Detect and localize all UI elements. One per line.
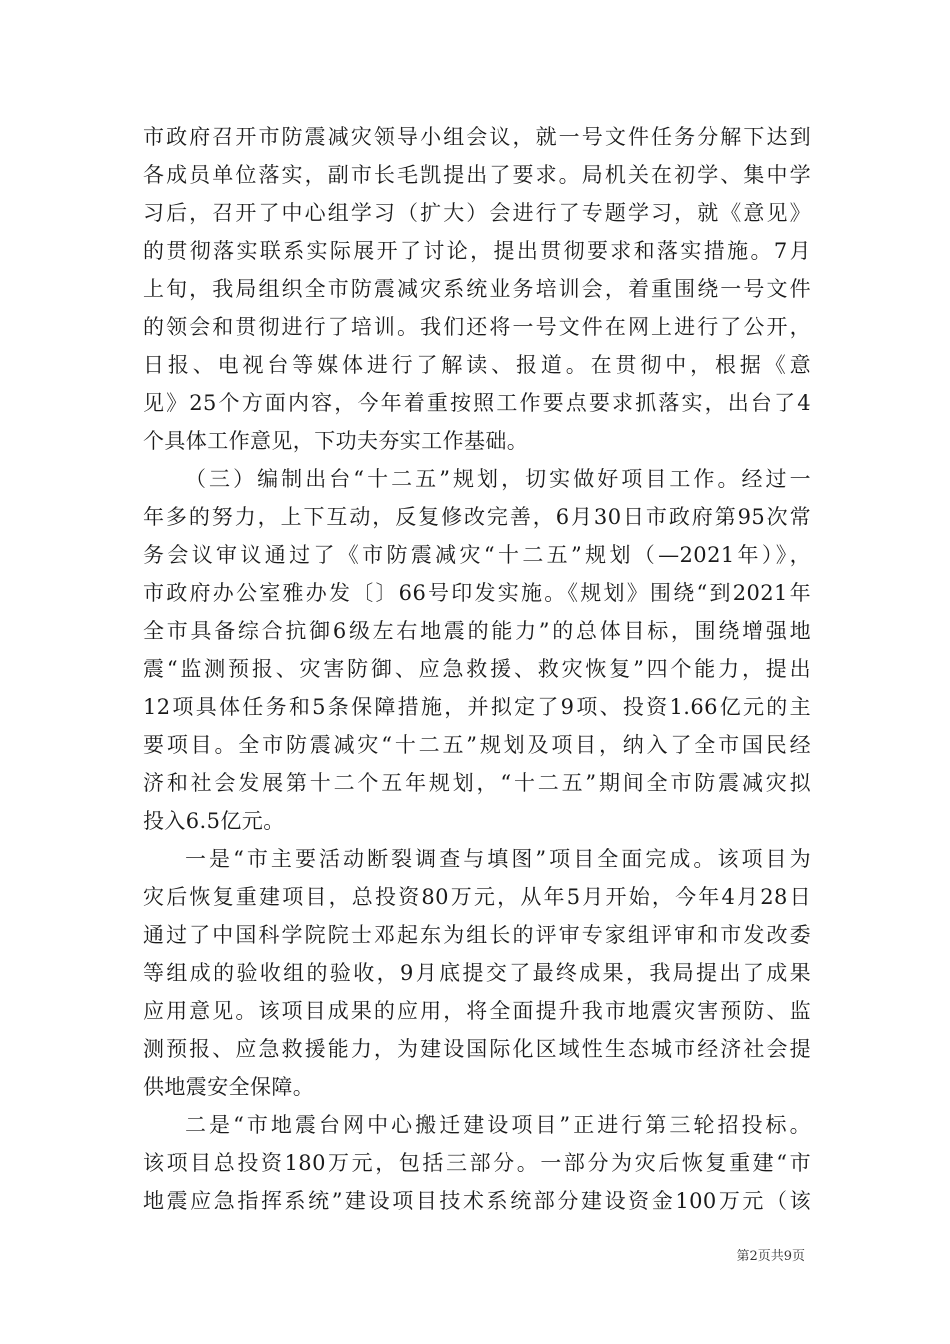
text-line: 的贯彻落实联系实际展开了讨论，提出贯彻要求和落实措施。7月 xyxy=(143,239,811,263)
text-line: 的领会和贯彻进行了培训。我们还将一号文件在网上进行了公开， xyxy=(143,315,811,339)
text-line: 市政府召开市防震减灾领导小组会议，就一号文件任务分解下达到 xyxy=(143,125,811,149)
body-text xyxy=(143,118,811,1220)
text-line: 上旬，我局组织全市防震减灾系统业务培训会，着重围绕一号文件 xyxy=(143,277,811,301)
text-line: 全市具备综合抗御6级左右地震的能力”的总体目标，围绕增强地 xyxy=(143,619,811,643)
page-number: 第2页共9页 xyxy=(736,1249,805,1264)
text-line: 测预报、应急救援能力，为建设国际化区域性生态城市经济社会提 xyxy=(143,1037,811,1061)
text-line: 济和社会发展第十二个五年规划，“十二五”期间全市防震减灾拟 xyxy=(143,771,811,795)
text-line: 个具体工作意见，下功夫夯实工作基础。 xyxy=(143,429,529,453)
text-line: 一是“市主要活动断裂调查与填图”项目全面完成。该项目为 xyxy=(185,847,811,871)
text-line: 等组成的验收组的验收，9月底提交了最终成果，我局提出了成果 xyxy=(143,961,811,985)
text-line: （三）编制出台“十二五”规划，切实做好项目工作。经过一 xyxy=(185,467,811,491)
text-line: 12项具体任务和5条保障措施，并拟定了9项、投资1.66亿元的主 xyxy=(143,695,811,719)
text-line: 务会议审议通过了《市防震减灾“十二五”规划（—2021年）》， xyxy=(143,543,811,567)
text-line: 投入6.5亿元。 xyxy=(143,809,285,833)
text-line: 应用意见。该项目成果的应用，将全面提升我市地震灾害预防、监 xyxy=(143,999,811,1023)
text-line: 供地震安全保障。 xyxy=(143,1075,315,1099)
text-line: 市政府办公室雅办发〔〕66号印发实施。《规划》围绕“到2021年 xyxy=(143,581,811,605)
text-line: 年多的努力，上下互动，反复修改完善，6月30日市政府第95次常 xyxy=(143,505,811,529)
text-line: 要项目。全市防震减灾“十二五”规划及项目，纳入了全市国民经 xyxy=(143,733,811,757)
text-line: 地震应急指挥系统”建设项目技术系统部分建设资金100万元（该 xyxy=(143,1189,811,1213)
text-line: 见》25个方面内容，今年着重按照工作要点要求抓落实，出台了4 xyxy=(143,391,811,415)
text-line: 通过了中国科学院院士邓起东为组长的评审专家组评审和市发改委 xyxy=(143,923,811,947)
text-line: 二是“市地震台网中心搬迁建设项目”正进行第三轮招投标。 xyxy=(185,1113,811,1137)
text-line: 各成员单位落实，副市长毛凯提出了要求。局机关在初学、集中学 xyxy=(143,163,811,187)
text-line: 习后，召开了中心组学习（扩大）会进行了专题学习，就《意见》 xyxy=(143,201,811,225)
text-line: 该项目总投资180万元，包括三部分。一部分为灾后恢复重建“市 xyxy=(143,1151,811,1175)
text-line: 灾后恢复重建项目，总投资80万元，从年5月开始，今年4月28日 xyxy=(143,885,811,909)
text-line: 日报、电视台等媒体进行了解读、报道。在贯彻中，根据《意 xyxy=(143,353,811,377)
text-line: 震“监测预报、灾害防御、应急救援、救灾恢复”四个能力，提出 xyxy=(143,657,811,681)
